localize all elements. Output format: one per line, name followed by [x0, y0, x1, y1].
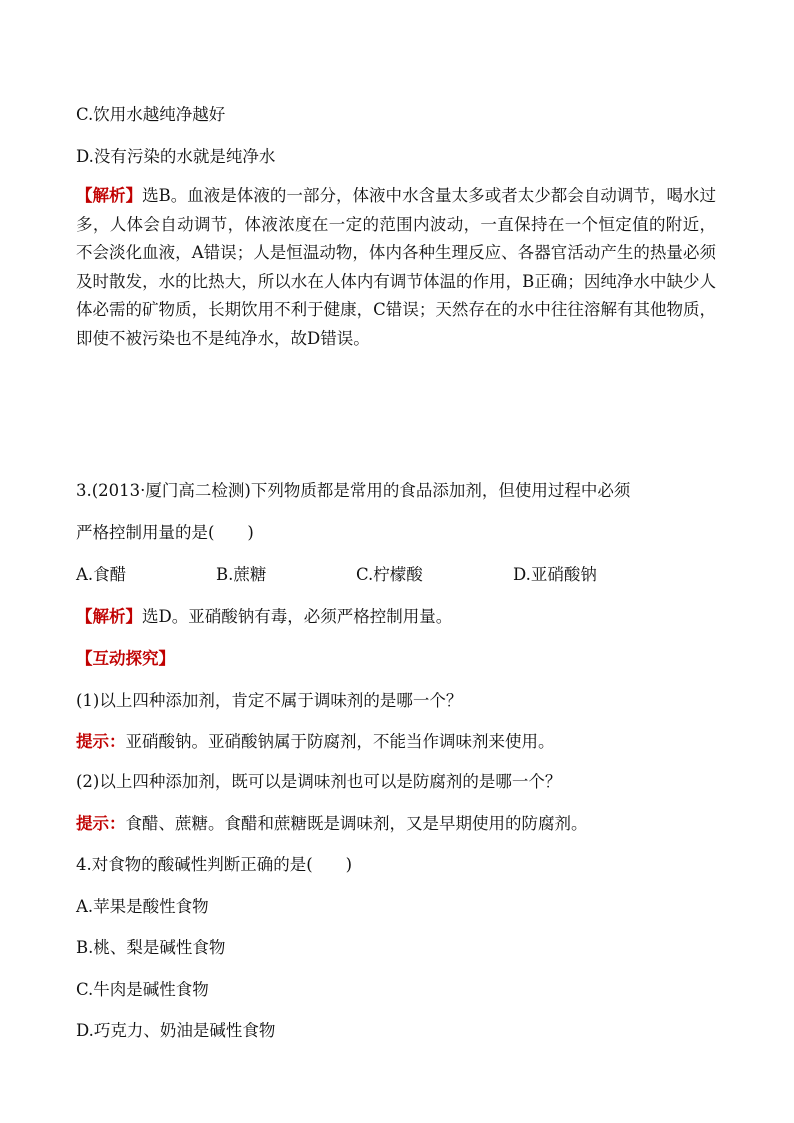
q3-option-c: C.柠檬酸 — [356, 565, 423, 584]
q2-option-d: D.没有污染的水就是纯净水 — [76, 147, 276, 166]
hint-text: 食醋、蔗糖。食醋和蔗糖既是调味剂，又是早期使用的防腐剂。 — [125, 814, 588, 833]
hint-tag: 提示： — [76, 732, 126, 751]
analysis-text: 选B。血液是体液的一部分，体液中水含量太多或者太少都会自动调节，喝水过多，人体会自动调节，体液浓度在一定的范围内波动，一直保持在一个恒定值的附近，不会淡化血液，A错误；人是恒温动物，体内各种生理反应、各器官活动产生的热量必须及时散发，水的比热大，所以水在人体内有调节体温的作用，B正确；因纯净水中缺少人体必需的矿物质，长期饮用不利于健康，C错误；天然存在的水中往往溶解有其他物质，即使不被污染也不是纯净水，故D错误。 — [76, 186, 716, 348]
q3-option-b: B.蔗糖 — [216, 565, 267, 584]
q3-option-a: A.食醋 — [76, 565, 127, 584]
q2-analysis — [76, 182, 716, 353]
explore-heading: 【互动探究】 — [76, 649, 175, 668]
analysis-tag: 【解析】 — [76, 186, 143, 205]
q3-stem-line2: 严格控制用量的是( ) — [76, 523, 254, 542]
q4-option-a: A.苹果是酸性食物 — [76, 897, 209, 916]
analysis-tag: 【解析】 — [76, 607, 142, 626]
q2-option-c: C.饮用水越纯净越好 — [76, 105, 226, 124]
q4-option-c: C.牛肉是碱性食物 — [76, 980, 209, 999]
explore-question-1: (1)以上四种添加剂，肯定不属于调味剂的是哪一个？ — [76, 691, 463, 710]
hint-tag: 提示： — [76, 814, 126, 833]
q3-analysis — [76, 606, 452, 628]
explore-hint-2 — [76, 813, 588, 835]
q3-stem-line1: 3.(2013·厦门高二检测)下列物质都是常用的食品添加剂，但使用过程中必须 — [76, 481, 631, 500]
q3-option-d: D.亚硝酸钠 — [513, 565, 597, 584]
q4-option-b: B.桃、梨是碱性食物 — [76, 938, 226, 957]
explore-question-2: (2)以上四种添加剂，既可以是调味剂也可以是防腐剂的是哪一个？ — [76, 772, 562, 791]
analysis-text: 选D。亚硝酸钠有毒，必须严格控制用量。 — [142, 607, 453, 626]
q3-options — [76, 564, 597, 586]
hint-text: 亚硝酸钠。亚硝酸钠属于防腐剂，不能当作调味剂来使用。 — [125, 732, 555, 751]
q4-stem: 4.对食物的酸碱性判断正确的是( ) — [76, 855, 353, 874]
explore-hint-1 — [76, 731, 555, 753]
q4-option-d: D.巧克力、奶油是碱性食物 — [76, 1021, 276, 1040]
